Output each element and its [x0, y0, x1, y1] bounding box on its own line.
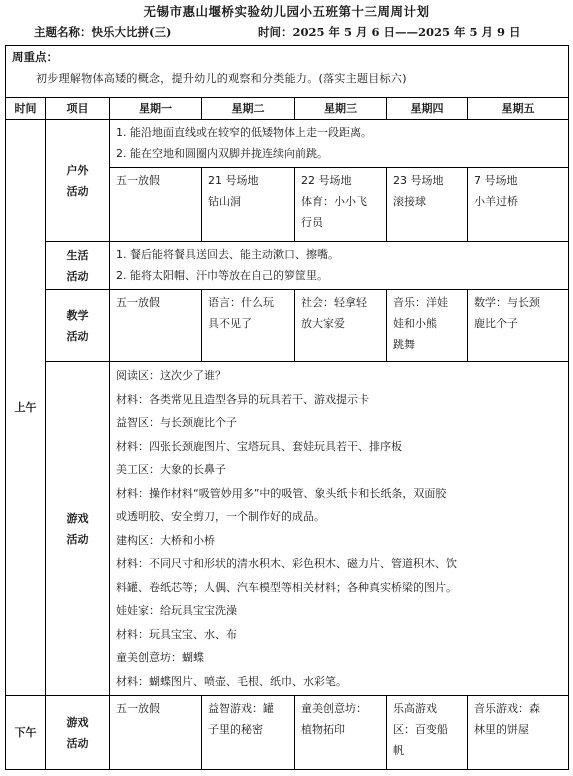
item-teaching — [46, 290, 110, 362]
outdoor-friday: 7 号场地 小羊过桥 — [468, 168, 569, 242]
item-game-morning — [46, 362, 110, 696]
game-line: 建构区：大桥和小桥 — [116, 533, 215, 547]
header-item: 项目 — [46, 98, 110, 120]
focus-text: 初步理解物体高矮的概念，提升幼儿的观察和分类能力。(落实主题目标六) — [36, 72, 407, 85]
teaching-thursday: 音乐：洋娃 娃和小熊 跳舞 — [387, 290, 468, 362]
afternoon-wednesday: 童美创意坊： 植物拓印 — [295, 696, 387, 770]
game-line: 材料：操作材料“吸管妙用多”中的吸管、象头纸卡和长纸条，双面胶 — [116, 486, 447, 500]
focus-label: 周重点： — [12, 50, 58, 64]
game-line: 益智区：与长颈鹿比个子 — [116, 416, 237, 429]
item-life — [46, 242, 110, 290]
life-goal: 1. 餐后能将餐具送回去、能主动漱口、擦嘴。 — [116, 248, 339, 261]
game-line: 材料：不同尺寸和形状的清水积木、彩色积木、磁力片、管道积木、饮 — [116, 557, 457, 570]
outdoor-wednesday: 22 号场地 体育：小小飞 行员 — [295, 168, 387, 242]
header-time: 时间 — [6, 98, 46, 120]
outdoor-monday: 五一放假 — [110, 168, 202, 242]
period-afternoon: 下午 — [6, 696, 46, 770]
header-wednesday: 星期三 — [295, 98, 387, 120]
game-line: 材料：蝴蝶图片、喷壶、毛根、纸巾、水彩笔。 — [116, 674, 347, 688]
header-tuesday: 星期二 — [202, 98, 295, 120]
focus-row — [6, 46, 569, 98]
period-morning: 上午 — [6, 120, 46, 696]
game-line: 料罐、卷纸芯等；人偶、汽车模型等相关材料；各种真实桥梁的图片。 — [116, 580, 457, 594]
teaching-wednesday: 社会：轻拿轻 放大家爱 — [295, 290, 387, 362]
afternoon-monday: 五一放假 — [110, 696, 202, 770]
outdoor-tuesday: 21 号场地 钻山洞 — [202, 168, 295, 242]
game-area-list — [110, 362, 569, 696]
item-label: 生活 — [66, 248, 89, 262]
game-line: 美工区：大象的长鼻子 — [116, 463, 226, 476]
outdoor-goal: 2. 能在空地和圆圈内双脚并拢连续向前跳。 — [116, 147, 328, 160]
header-monday: 星期一 — [110, 98, 202, 120]
teaching-monday: 五一放假 — [110, 290, 202, 362]
item-label: 户外 — [66, 163, 89, 177]
item-label: 活动 — [66, 329, 89, 343]
life-goal: 2. 能将太阳帽、汗巾等放在自己的箩筐里。 — [116, 269, 328, 282]
header-friday: 星期五 — [468, 98, 569, 120]
item-label: 游戏 — [66, 715, 89, 729]
outdoor-goals-row — [6, 120, 569, 168]
header-row — [6, 98, 569, 120]
teaching-friday: 数学：与长颈 鹿比个子 — [468, 290, 569, 362]
game-line: 阅读区：这次少了谁？ — [116, 369, 226, 382]
game-line: 材料：各类常见且造型各异的玩具若干、游戏提示卡 — [116, 392, 369, 406]
header-thursday: 星期四 — [387, 98, 468, 120]
game-line: 童美创意坊：蝴蝶 — [116, 651, 204, 664]
date-range: 时间：2025 年 5 月 6 日——2025 年 5 月 9 日 — [258, 25, 521, 39]
item-label: 教学 — [66, 308, 89, 322]
item-label: 活动 — [66, 269, 89, 283]
teaching-tuesday: 语言：什么玩 具不见了 — [202, 290, 295, 362]
game-line: 或透明胶、安全剪刀，一个制作好的成品。 — [116, 510, 325, 523]
theme-name: 主题名称：快乐大比拼(三) — [34, 25, 172, 39]
game-line: 材料：四张长颈鹿图片、宝塔玩具、套娃玩具若干、排序板 — [116, 439, 402, 453]
afternoon-thursday: 乐高游戏 区：百变船 帆 — [387, 696, 468, 770]
plan-title: 无锡市惠山堰桥实验幼儿园小五班第十三周周计划 — [143, 4, 430, 19]
afternoon-friday: 音乐游戏：森 林里的饼屋 — [468, 696, 569, 770]
item-game-afternoon — [46, 696, 110, 770]
game-line: 娃娃家：给玩具宝宝洗澡 — [116, 604, 237, 617]
teaching-row — [6, 290, 569, 362]
life-row — [6, 242, 569, 290]
outdoor-goal: 1. 能沿地面直线或在较窄的低矮物体上走一段距离。 — [116, 126, 372, 139]
item-label: 活动 — [66, 184, 89, 198]
item-outdoor — [46, 120, 110, 242]
game-line: 材料：玩具宝宝、水、布 — [116, 627, 237, 641]
afternoon-row — [6, 696, 569, 770]
item-label: 游戏 — [66, 511, 89, 525]
afternoon-tuesday: 益智游戏：罐 子里的秘密 — [202, 696, 295, 770]
item-label: 活动 — [66, 532, 89, 546]
item-label: 活动 — [66, 736, 89, 750]
weekly-plan-table — [5, 45, 569, 770]
outdoor-thursday: 23 号场地 滚接球 — [387, 168, 468, 242]
